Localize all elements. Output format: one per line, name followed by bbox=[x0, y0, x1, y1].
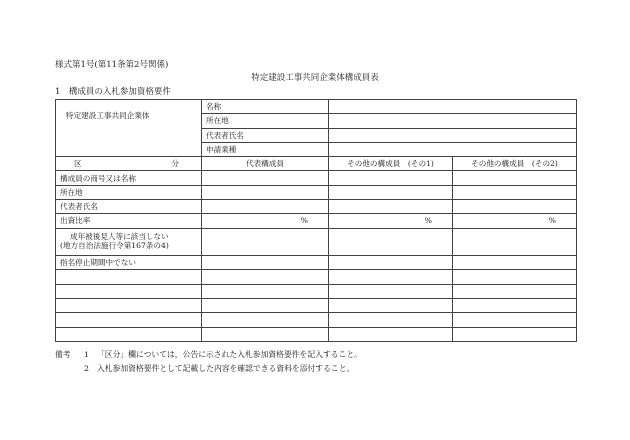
table-row bbox=[56, 284, 577, 298]
table-cell[interactable] bbox=[56, 298, 202, 312]
table-cell[interactable] bbox=[202, 327, 329, 342]
percent-cell[interactable]: % bbox=[329, 214, 453, 228]
remarks bbox=[55, 348, 362, 376]
table-cell[interactable] bbox=[202, 298, 329, 312]
table-cell[interactable] bbox=[329, 256, 453, 270]
table-cell[interactable] bbox=[329, 327, 453, 342]
table-cell[interactable] bbox=[202, 185, 329, 199]
table-cell[interactable] bbox=[453, 327, 577, 342]
table-cell[interactable] bbox=[202, 171, 329, 185]
percent-cell[interactable]: % bbox=[202, 214, 329, 228]
table-cell[interactable] bbox=[202, 270, 329, 284]
table-cell[interactable] bbox=[202, 284, 329, 298]
table-row bbox=[56, 270, 577, 284]
table-row bbox=[56, 199, 577, 213]
jv-business-type-value[interactable] bbox=[329, 142, 577, 156]
row-label: 所在地 bbox=[56, 185, 202, 199]
table-cell[interactable] bbox=[56, 284, 202, 298]
jv-field-representative: 代表者氏名 bbox=[202, 128, 329, 142]
row-label-line2: (地方自治法施行令第167条の4) bbox=[60, 240, 169, 250]
table-cell[interactable] bbox=[56, 327, 202, 342]
kubun-right: 分 bbox=[171, 159, 179, 169]
table-cell[interactable] bbox=[453, 228, 577, 256]
table-cell[interactable] bbox=[329, 270, 453, 284]
table-cell[interactable] bbox=[453, 313, 577, 327]
table-cell[interactable] bbox=[202, 256, 329, 270]
table-cell[interactable] bbox=[453, 284, 577, 298]
table-cell[interactable] bbox=[453, 298, 577, 312]
percent-cell[interactable]: % bbox=[453, 214, 577, 228]
table-cell[interactable] bbox=[453, 270, 577, 284]
jv-field-name: 名称 bbox=[202, 100, 329, 114]
table-cell[interactable] bbox=[329, 171, 453, 185]
table-row bbox=[56, 185, 577, 199]
header-row bbox=[56, 157, 577, 171]
jv-field-business-type: 申請業種 bbox=[202, 142, 329, 156]
jv-field-address: 所在地 bbox=[202, 114, 329, 128]
document-title: 特定建設工事共同企業体構成員表 bbox=[251, 73, 379, 83]
table-row bbox=[56, 171, 577, 185]
section-heading: 1 構成員の入札参加資格要件 bbox=[55, 87, 171, 97]
requirements-table bbox=[55, 99, 577, 342]
row-label: 出資比率 bbox=[56, 214, 202, 228]
table-cell[interactable] bbox=[453, 171, 577, 185]
table-cell[interactable] bbox=[329, 228, 453, 256]
remarks-lead: 備考 bbox=[55, 350, 71, 359]
jv-label: 特定建設工事共同企業体 bbox=[56, 100, 202, 157]
table-cell[interactable] bbox=[202, 228, 329, 256]
table-row bbox=[56, 298, 577, 312]
table-cell[interactable] bbox=[329, 199, 453, 213]
remarks-spacer bbox=[55, 362, 84, 376]
row-label: 構成員の商号又は名称 bbox=[56, 171, 202, 185]
table-cell[interactable] bbox=[329, 284, 453, 298]
note-number: 1 bbox=[84, 350, 89, 359]
table-row bbox=[56, 313, 577, 327]
table-cell[interactable] bbox=[329, 298, 453, 312]
header-representative-member: 代表構成員 bbox=[202, 157, 329, 171]
jv-representative-value[interactable] bbox=[329, 128, 577, 142]
form-id: 様式第1号(第11条第2号関係) bbox=[55, 60, 169, 70]
row-label bbox=[56, 228, 202, 256]
table-cell[interactable] bbox=[329, 313, 453, 327]
header-other-member-1: その他の構成員 (その1) bbox=[329, 157, 453, 171]
table-cell[interactable] bbox=[329, 185, 453, 199]
note-number: 2 bbox=[84, 364, 89, 373]
table-cell[interactable] bbox=[202, 313, 329, 327]
jv-address-value[interactable] bbox=[329, 114, 577, 128]
table-cell[interactable] bbox=[453, 199, 577, 213]
kubun-header bbox=[56, 157, 202, 171]
note-text: 「区分」欄については，公告に示された入札参加資格要件を記入すること。 bbox=[97, 350, 362, 359]
table-row bbox=[56, 256, 577, 270]
table-row bbox=[56, 327, 577, 342]
table-cell[interactable] bbox=[202, 199, 329, 213]
row-label: 代表者氏名 bbox=[56, 199, 202, 213]
header-other-member-2: その他の構成員 (その2) bbox=[453, 157, 577, 171]
table-cell[interactable] bbox=[453, 185, 577, 199]
row-label-line1: 成年被後見人等に該当しない bbox=[70, 232, 169, 242]
jv-name-value[interactable] bbox=[329, 100, 577, 114]
table-cell[interactable] bbox=[453, 256, 577, 270]
table-cell[interactable] bbox=[56, 270, 202, 284]
table-row bbox=[56, 228, 577, 256]
kubun-left: 区 bbox=[74, 159, 82, 169]
row-label: 指名停止期間中でない bbox=[56, 256, 202, 270]
table-row bbox=[56, 214, 577, 228]
table-cell[interactable] bbox=[56, 313, 202, 327]
note-text: 入札参加資格要件として記載した内容を確認できる資料を添付すること。 bbox=[97, 364, 355, 373]
